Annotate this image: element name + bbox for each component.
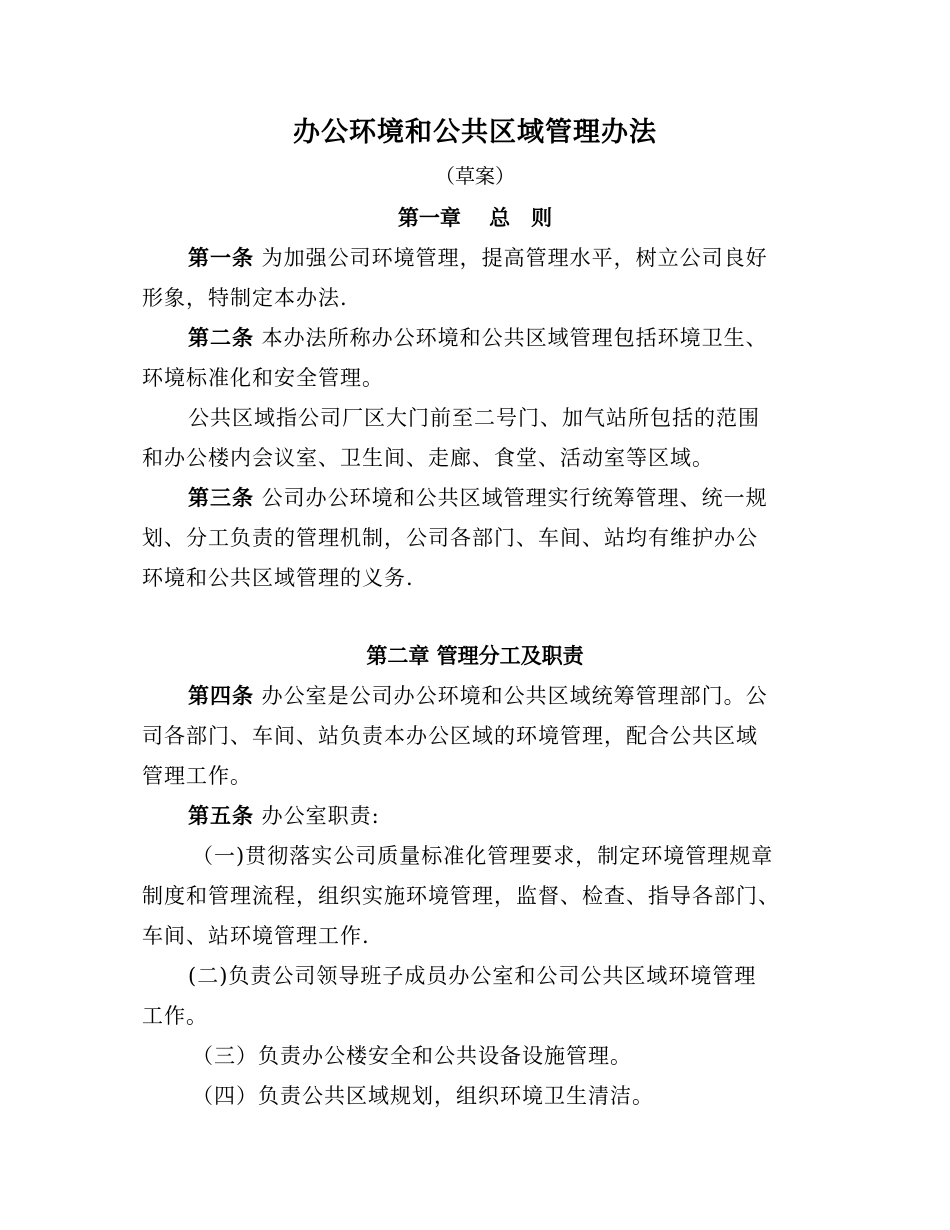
chapter-1-heading: 第一章 总 则 (397, 205, 553, 230)
paragraph-line-2: 和办公楼内会议室、卫生间、走廊、食堂、活动室等区域。 (142, 446, 714, 470)
document-title: 办公环境和公共区域管理办法 (293, 117, 657, 148)
article-4-line-3: 管理工作。 (142, 764, 252, 788)
item-2-line-2: 工作。 (142, 1004, 208, 1028)
item-1-line-1: （一)贯彻落实公司质量标准化管理要求，制定环境管理规章 (192, 844, 774, 868)
item-3-line-1: （三）负责办公楼安全和公共设备设施管理。 (192, 1044, 632, 1068)
chapter-2-heading: 第二章 管理分工及职责 (366, 643, 584, 668)
paragraph-line-1: 公共区域指公司厂区大门前至二号门、加气站所包括的范围 (188, 406, 760, 430)
document-subtitle: （草案） (435, 164, 515, 188)
article-1-line-2: 形象，特制定本办法. (142, 286, 348, 310)
item-2-line-1: (二)负责公司领导班子成员办公室和公司公共区域环境管理 (188, 964, 757, 988)
article-1-line-1: 第一条 为加强公司环境管理，提高管理水平，树立公司良好 (188, 245, 768, 270)
article-5-line-1: 第五条 办公室职责: (188, 803, 380, 828)
article-3-line-2: 划、分工负责的管理机制，公司各部门、车间、站均有维护办公 (142, 526, 758, 550)
article-4-line-1: 第四条 办公室是公司办公环境和公共区域统筹管理部门。公 (188, 683, 768, 708)
article-5-label: 第五条 (188, 803, 254, 828)
article-3-line-1: 第三条 公司办公环境和公共区域管理实行统筹管理、统一规 (188, 485, 768, 510)
item-1-line-2: 制度和管理流程，组织实施环境管理，监督、检查、指导各部门、 (142, 884, 780, 908)
article-1-label: 第一条 (188, 245, 254, 270)
article-2-label: 第二条 (188, 325, 254, 350)
article-2-line-1: 第二条 本办法所称办公环境和公共区域管理包括环境卫生、 (188, 325, 768, 350)
article-3-label: 第三条 (188, 485, 254, 510)
article-4-label: 第四条 (188, 683, 254, 708)
article-4-line-2: 司各部门、车间、站负责本办公区域的环境管理，配合公共区域 (142, 724, 758, 748)
item-1-line-3: 车间、站环境管理工作. (142, 924, 370, 948)
article-3-line-3: 环境和公共区域管理的义务. (142, 566, 414, 590)
article-2-line-2: 环境标准化和安全管理。 (142, 366, 384, 390)
item-4-line-1: （四）负责公共区域规划，组织环境卫生清洁。 (192, 1084, 654, 1108)
